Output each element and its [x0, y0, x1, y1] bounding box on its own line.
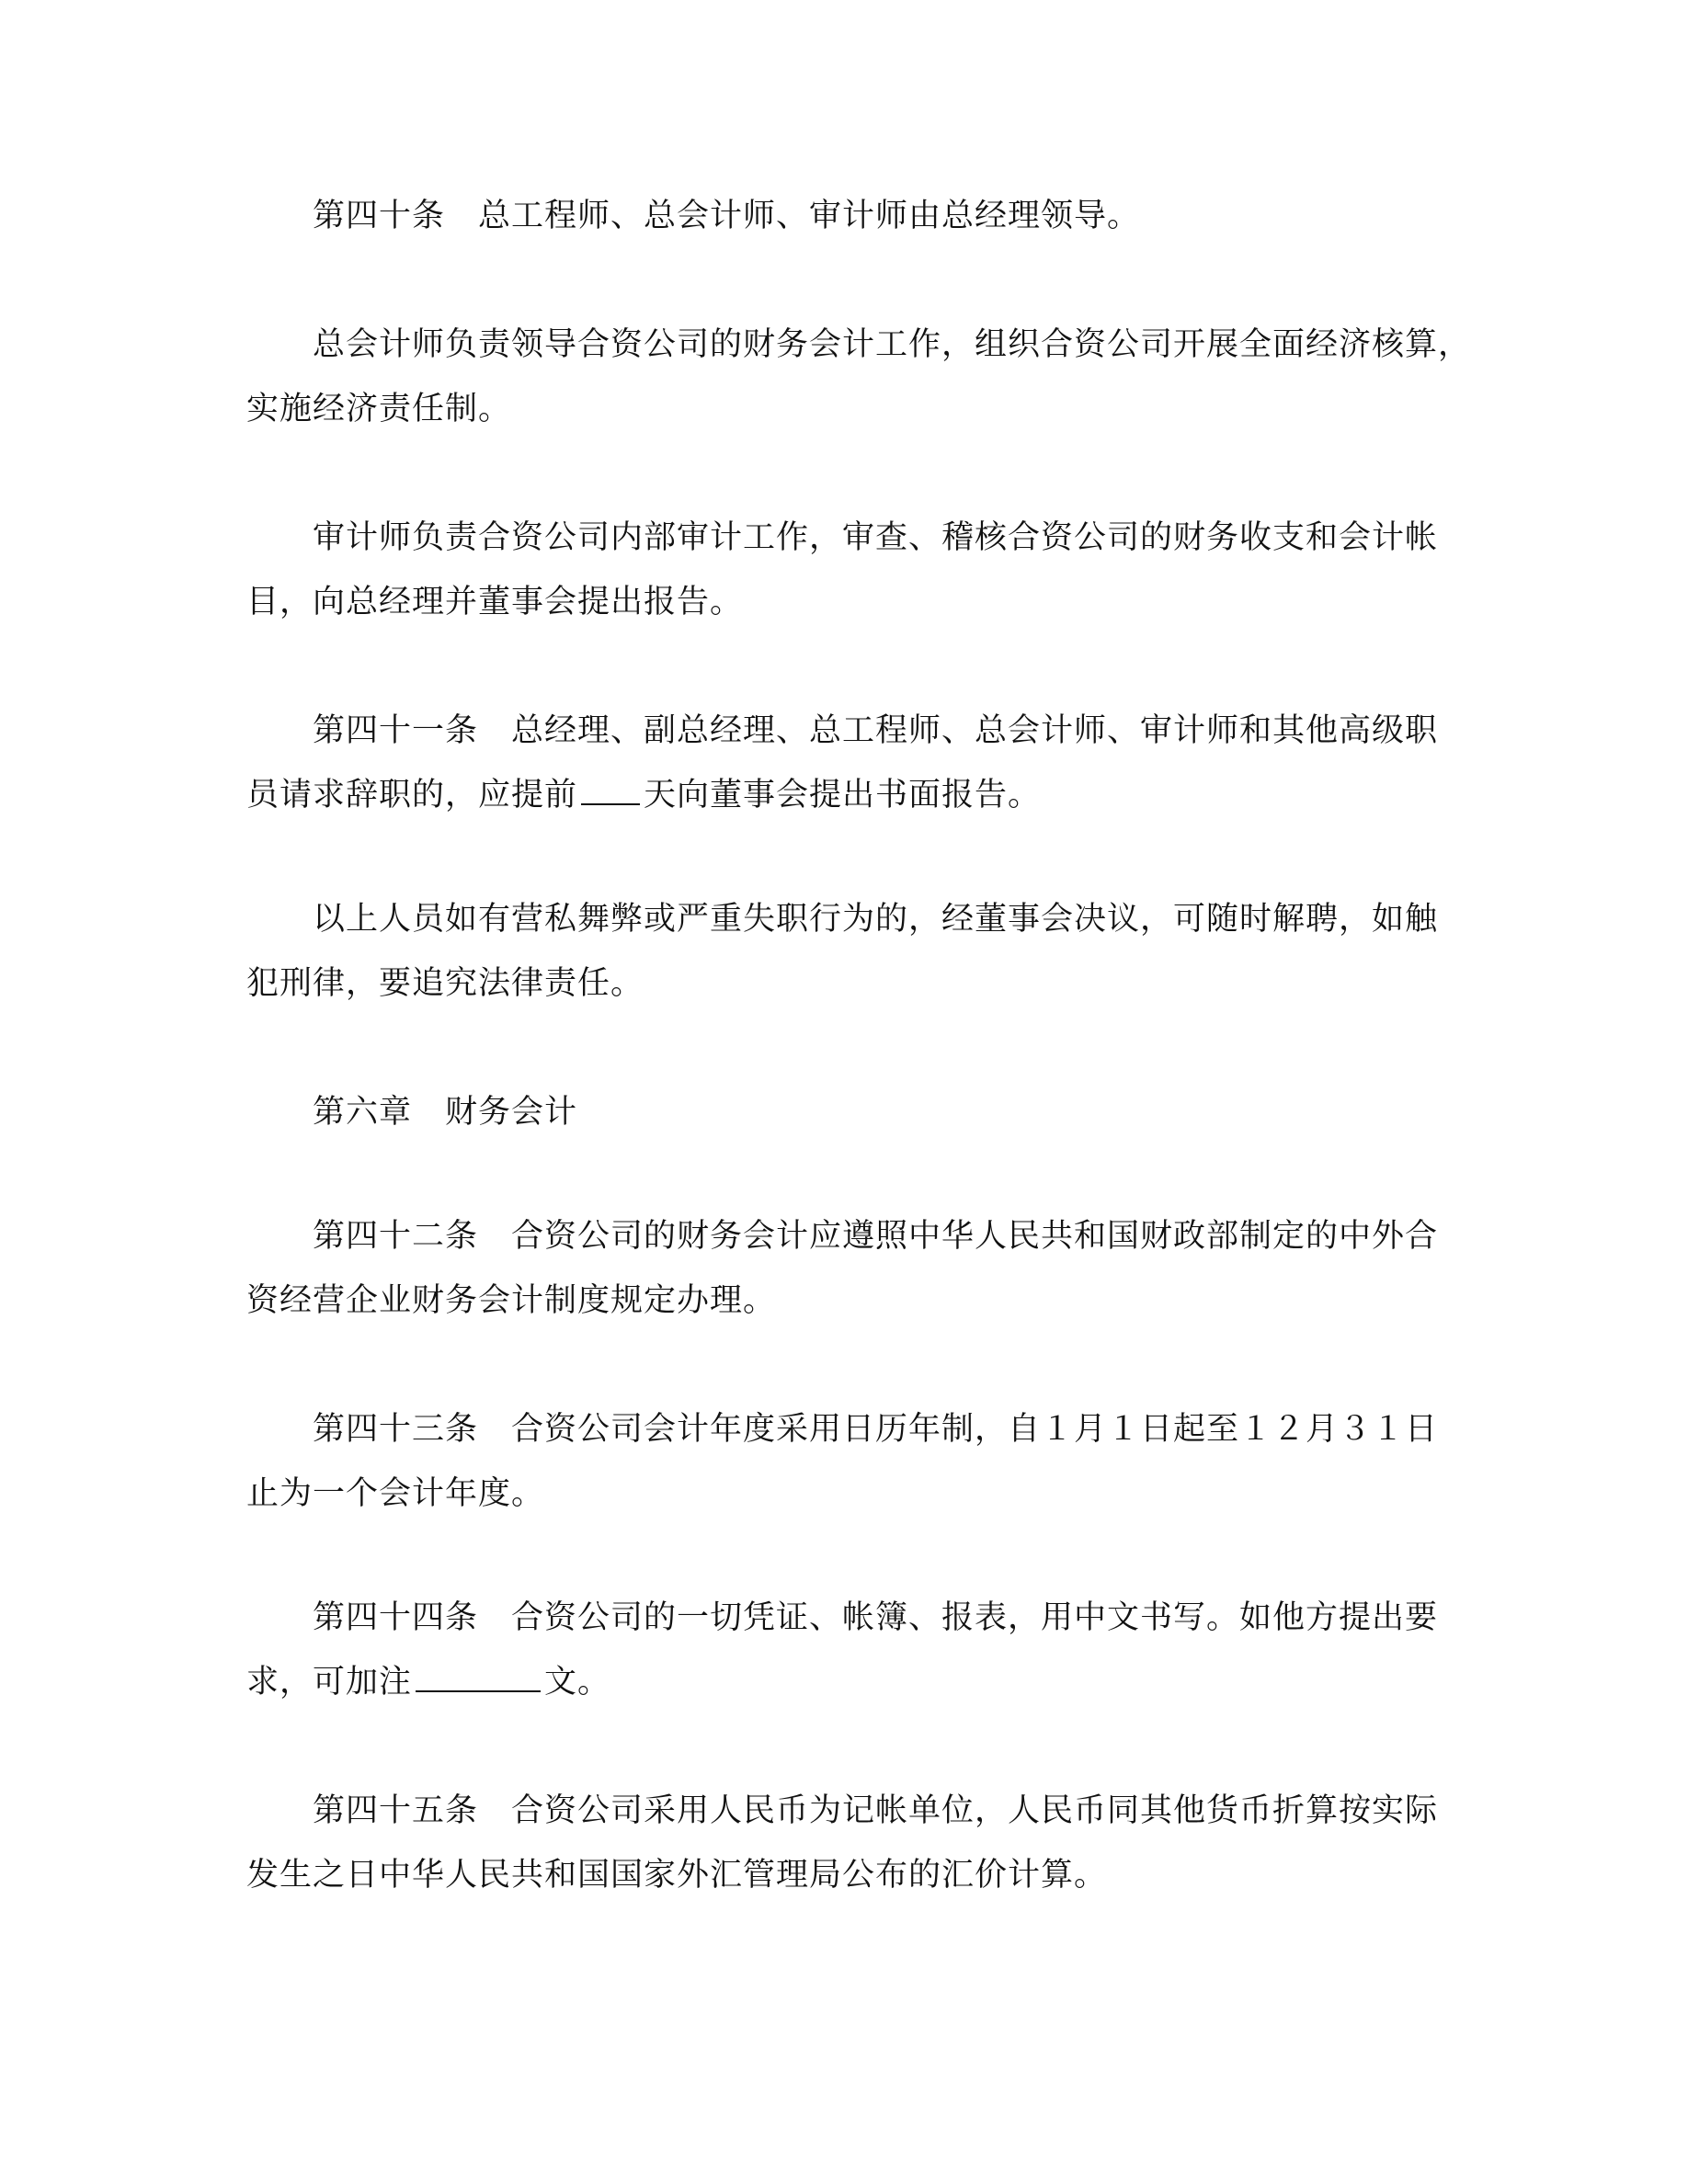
chapter-number: 第六章	[313, 1094, 413, 1131]
text-line: 发生之日中华人民共和国国家外汇管理局公布的汇价计算。	[246, 1857, 1108, 1894]
article-text: 总工程师、总会计师、审计师由总经理领导。	[478, 198, 1141, 234]
article-40	[246, 184, 1442, 248]
text-line: 实施经济责任制。	[246, 391, 512, 427]
article-text: 合资公司的一切凭证、帐簿、报表，用中文书写。如他方提出要	[511, 1599, 1439, 1636]
chapter-title: 财务会计	[445, 1094, 578, 1131]
article-number: 第四十三条	[313, 1411, 479, 1448]
article-text: 文。	[544, 1664, 611, 1701]
article-text: 合资公司会计年度采用日历年制，自１月１日起至１２月３１日	[511, 1411, 1439, 1448]
article-44	[246, 1586, 1442, 1714]
text-line: 资经营企业财务会计制度规定办理。	[246, 1282, 777, 1319]
fill-in-blank-language[interactable]	[416, 1663, 541, 1692]
article-40-paragraph-2	[246, 313, 1472, 441]
article-41-paragraph-2	[246, 887, 1442, 1016]
article-text: 合资公司的财务会计应遵照中华人民共和国财政部制定的中外合	[511, 1218, 1439, 1255]
article-number: 第四十四条	[313, 1599, 479, 1636]
article-43	[246, 1397, 1442, 1526]
article-text: 求，可加注	[246, 1664, 413, 1701]
article-45	[246, 1779, 1442, 1907]
chapter-6-heading	[246, 1080, 1442, 1144]
article-number: 第四十五条	[313, 1792, 479, 1829]
article-41	[246, 699, 1442, 827]
article-42	[246, 1204, 1442, 1333]
fill-in-blank-days[interactable]	[581, 776, 640, 805]
article-text: 天向董事会提出书面报告。	[644, 777, 1042, 813]
text-line: 以上人员如有营私舞弊或严重失职行为的，经董事会决议，可随时解聘，如触	[313, 901, 1439, 938]
text-line: 目，向总经理并董事会提出报告。	[246, 584, 744, 620]
article-text: 总经理、副总经理、总工程师、总会计师、审计师和其他高级职	[511, 712, 1439, 749]
text-line: 总会计师负责领导合资公司的财务会计工作，组织合资公司开展全面经济核算，	[313, 326, 1472, 363]
article-text: 员请求辞职的，应提前	[246, 777, 578, 813]
text-line: 犯刑律，要追究法律责任。	[246, 965, 644, 1002]
article-number: 第四十一条	[313, 712, 479, 749]
article-40-paragraph-3	[246, 506, 1442, 634]
article-text: 合资公司采用人民币为记帐单位，人民币同其他货币折算按实际	[511, 1792, 1439, 1829]
article-number: 第四十二条	[313, 1218, 479, 1255]
article-number: 第四十条	[313, 198, 446, 234]
text-line: 审计师负责合资公司内部审计工作，审查、稽核合资公司的财务收支和会计帐	[313, 519, 1439, 556]
text-line: 止为一个会计年度。	[246, 1475, 545, 1512]
